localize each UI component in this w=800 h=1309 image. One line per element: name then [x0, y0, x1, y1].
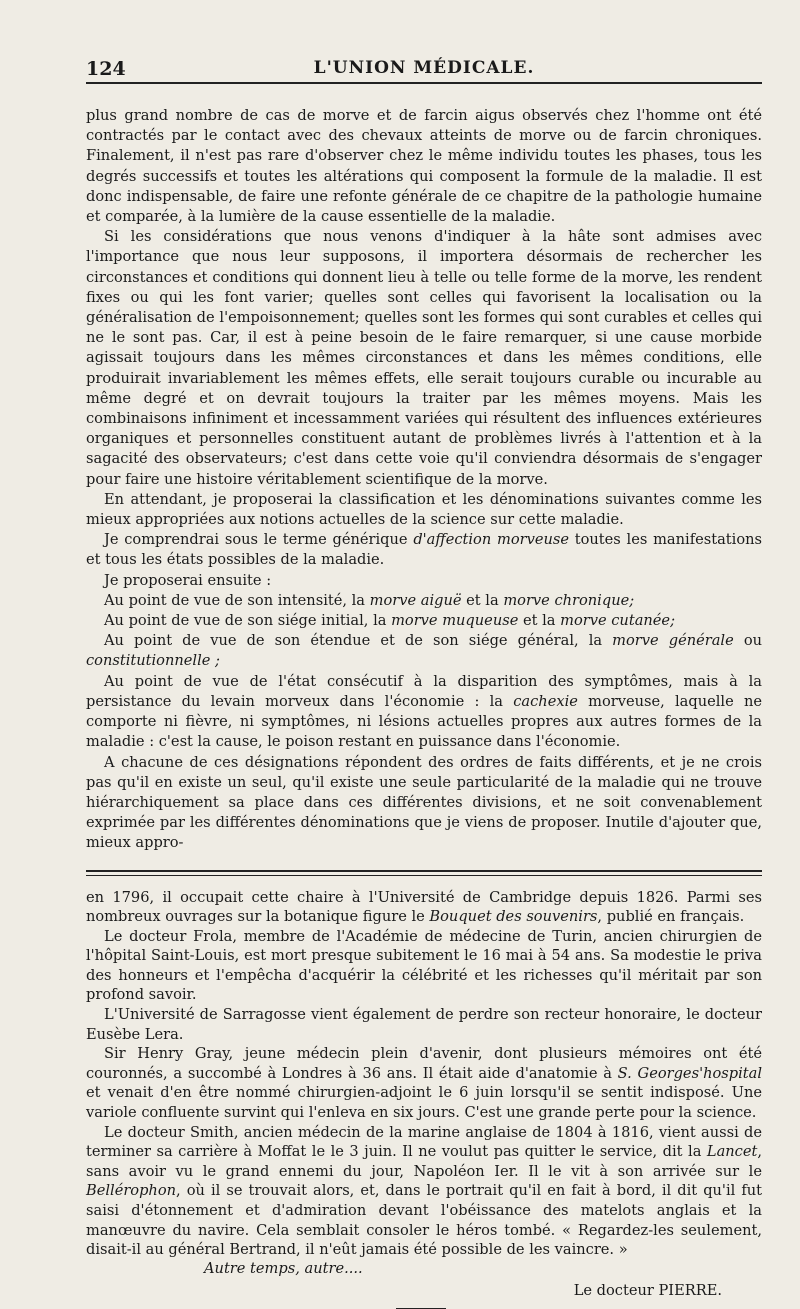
text-run: L'Université de Sarragosse vient également de perdre son recteur honoraire, le docteur Eusèbe Lera. — [86, 1006, 762, 1043]
text-run: Je proposerai ensuite : — [104, 571, 272, 589]
italic-text: morve aiguë — [369, 591, 462, 609]
journal-page — [86, 50, 762, 1304]
closing-quote: Autre temps, autre.... — [204, 1259, 363, 1277]
text-run: Le docteur Frola, membre de l'Académie de médecine de Turin, ancien chirurgien de l'hôpital Saint-Louis, est mort presque subitement le 16 mai à 54 ans. Sa modestie le priva des honneurs et l'empêcha d'acquérir la célébrité et les richesses qu'il méritait par son profond savoir. — [86, 927, 762, 1004]
text-run: toutes les manifestations et tous les états possibles de la maladie. — [86, 531, 762, 569]
text-run: plus grand nombre de cas de morve et de farcin aigus observés chez l'homme ont été contractés par le contact avec des chevaux atteints de morve ou de farcin chroniques. Finalement, il n'est pas rare d'observer chez le même individu toutes les phases, tous les degrés successifs et toutes les altérations qui composent la formule de la maladie. Il est donc indispensable, de faire une refonte générale de ce chapitre de la pathologie humaine et comparée, à la lumière de la cause essentielle de la maladie. — [86, 107, 762, 226]
text-run: , publié en français. — [597, 908, 745, 926]
paragraph — [86, 591, 762, 611]
text-run: et la — [461, 591, 504, 609]
italic-text: Bouquet des souvenirs — [429, 908, 598, 926]
italic-text: morve cutanée; — [560, 612, 675, 630]
text-run: Je comprendrai sous le terme générique — [104, 531, 414, 549]
running-title: L'UNION MÉDICALE. — [313, 58, 535, 78]
italic-text: constitutionnelle ; — [86, 652, 220, 670]
page-header — [86, 50, 762, 84]
text-run: Sir Henry Gray, jeune médecin plein d'avenir, dont plusieurs mémoires ont été couronnés, a succombé à Londres à 36 ans. Il était aide d'anatomie à — [86, 1045, 762, 1082]
paragraph — [86, 1123, 762, 1260]
italic-text: morve générale — [612, 632, 734, 650]
text-run: Au point de vue de son étendue et de son siége général, la — [104, 632, 613, 650]
closing-block — [86, 1260, 762, 1304]
italic-text: Lancet — [706, 1143, 758, 1161]
paragraph — [86, 753, 762, 854]
paragraph — [86, 490, 762, 530]
section-divider-thin — [86, 875, 762, 876]
text-run: Le docteur Smith, ancien médecin de la marine anglaise de 1804 à 1816, vient aussi de terminer sa carrière à Moffat le le 3 juin. Il ne voulut pas quitter le service, dit la — [86, 1123, 762, 1161]
text-run: en 1796, il occupait cette chaire à l'Université de Cambridge depuis 1826. Parmi ses nombreux ouvrages sur la botanique figure le — [86, 888, 762, 926]
italic-text: Bellérophon — [86, 1182, 177, 1200]
text-run: A chacune de ces désignations répondent des ordres de faits différents, et je ne crois pas qu'il en existe un seul, qu'il existe une seule particularité de la maladie qui ne trouve hiérarchiquement sa place dans ces différentes divisions, et ne soit convenablement exprimée par les différentes dénominations que je viens de proposer. Inutile d'ajouter que, mieux appro- — [86, 753, 762, 852]
paragraph — [86, 530, 762, 570]
text-run: Au point de vue de son intensité, la — [104, 591, 370, 609]
text-run: morveuse, laquelle ne comporte ni fièvre, ni symptômes, ni lésions actuelles propres aux autres formes de la maladie : c'est la cause, le poison restant en puissance dans l'économie. — [86, 692, 762, 751]
text-run: , où il se trouvait alors, et, dans le portrait qu'il en fait à bord, il dit qu'il fut saisi d'étonnement et d'admiration devant l'obéissance des matelots anglais et la manœuvre du navire. Cela semblait consoler le héros tombé. « Regardez-les seulement, disait-il au général Bertrand, il n'eût jamais été possible de les vaincre. » — [86, 1182, 762, 1259]
signature: Le docteur PIERRE. — [573, 1281, 722, 1299]
article-body — [86, 106, 762, 854]
italic-text: morve muqueuse — [391, 612, 519, 630]
text-run: et la — [518, 612, 561, 630]
section-divider — [86, 870, 762, 872]
text-run: Si les considérations que nous venons d'indiquer à la hâte sont admises avec l'importance que nous leur supposons, il importera désormais de rechercher les circonstances et conditions qui donnent lieu à telle ou telle forme de la morve, les rendent fixes ou qui les font varier; quelles sont celles qui favorisent la localisation ou la généralisation de l'empoisonnement; quelles sont les formes qui sont curables et celles qui ne le sont pas. Car, il est à peine besoin de le faire remarquer, si une cause morbide agissait toujours dans les mêmes circonstances et dans les mêmes conditions, elle produirait invariablement les mêmes effets, elle serait toujours curable ou incurable au même degré et on devrait toujours la traiter par les mêmes moyens. Mais les combinaisons infiniment et incessamment variées qui résultent des influences extérieures organiques et personnelles constituent autant de problèmes livrés à l'attention et à la sagacité des observateurs; c'est dans cette voie qu'il conviendra désormais de s'engager pour faire une histoire véritablement scientifique de la morve. — [86, 228, 762, 488]
paragraph — [86, 571, 762, 591]
paragraph — [86, 672, 762, 753]
text-run: Au point de vue de l'état consécutif à la disparition des symptômes, mais à la persistance du levain morveux dans l'économie : la — [86, 672, 762, 710]
page-number: 124 — [86, 58, 126, 80]
text-run: ou — [733, 632, 763, 650]
paragraph — [86, 611, 762, 631]
paragraph — [86, 1044, 762, 1122]
paragraph — [86, 927, 762, 1005]
news-column — [86, 888, 762, 1260]
italic-text: S. Georges'hospital — [617, 1064, 762, 1082]
text-run: En attendant, je proposerai la classification et les dénominations suivantes comme les mieux appropriées aux notions actuelles de la science sur cette maladie. — [86, 490, 762, 529]
italic-text: cachexie — [513, 692, 578, 710]
text-run: Au point de vue de son siége initial, la — [104, 612, 392, 630]
paragraph — [86, 631, 762, 671]
italic-text: d'affection morveuse — [413, 531, 569, 549]
paragraph — [86, 1005, 762, 1044]
text-run: , sans avoir vu le grand ennemi du jour, Napoléon Ier. Il le vit à son arrivée sur le — [86, 1143, 762, 1180]
text-run: et venait d'en être nommé chirurgien-adjoint le 6 juin lorsqu'il se sentit indisposé. Une variole confluente survint qui l'enleva en six jours. C'est une grande perte pour la science. — [86, 1084, 762, 1122]
paragraph — [86, 888, 762, 927]
italic-text: morve chronique; — [503, 591, 635, 609]
paragraph — [86, 106, 762, 227]
paragraph — [86, 227, 762, 490]
